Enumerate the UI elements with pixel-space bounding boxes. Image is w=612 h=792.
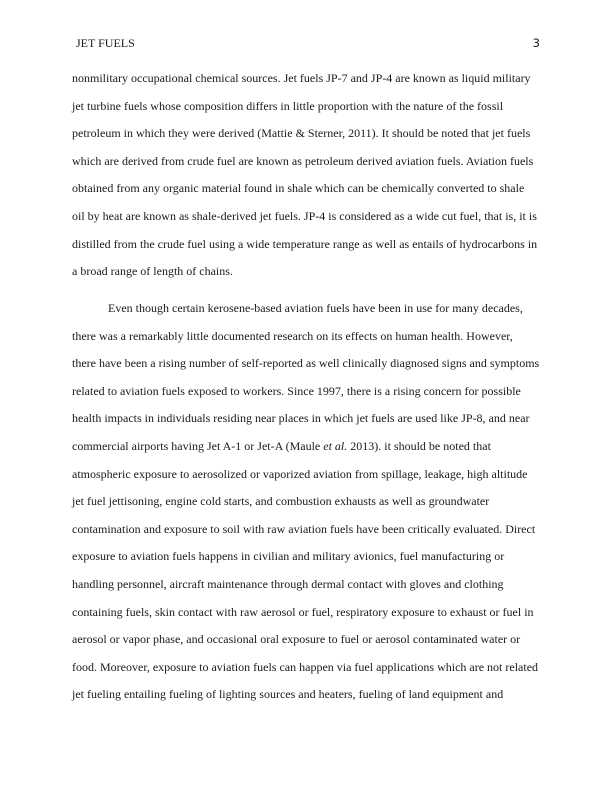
text-line: a broad range of length of chains. [72,264,233,279]
text-line: exposure to aviation fuels happens in civilian and military avionics, fuel manufacturing or [72,549,505,564]
text-line: obtained from any organic material found in shale which can be chemically converted to shale [72,181,525,196]
text-line: atmospheric exposure to aerosolized or vaporized aviation from spillage, leakage, high altitude [72,466,528,481]
text-line: there have been a rising number of self-reported as well clinically diagnosed signs and symptoms [72,356,540,371]
text-line [72,438,491,454]
text-segment: 2013). it should be noted that [347,439,491,453]
text-segment: commercial airports having Jet A-1 or Jet-A (Maule [72,439,324,453]
text-line: there was a remarkably little documented research on its effects on human health. However, [72,328,513,343]
page-number: 3 [532,36,540,50]
text-line: aerosol or vapor phase, and occasional oral exposure to fuel or aerosol contaminated water or [72,632,521,647]
text-line: handling personnel, aircraft maintenance through dermal contact with gloves and clothing [72,577,504,591]
running-head: JET FUELS [76,36,135,50]
text-line: containing fuels, skin contact with raw aerosol or fuel, respiratory exposure to exhaust or fuel in [72,604,534,619]
citation-et-al: et al. [323,439,348,453]
text-line: related to aviation fuels exposed to workers. Since 1997, there is a rising concern for possible [72,383,521,398]
text-line: health impacts in individuals residing near places in which jet fuels are used like JP-8, and near [72,411,530,426]
text-line: oil by heat are known as shale-derived jet fuels. JP-4 is considered as a wide cut fuel, that is, it is [72,209,537,223]
text-line: jet fueling entailing fueling of lighting sources and heaters, fueling of land equipment and [72,687,504,702]
text-line: Even though certain kerosene-based aviation fuels have been in use for many decades, [108,301,523,315]
text-line: jet fuel jettisoning, engine cold starts, and combustion exhausts as well as groundwater [72,494,490,509]
text-line: nonmilitary occupational chemical sources. Jet fuels JP-7 and JP-4 are known as liquid military [72,71,531,85]
text-line: jet turbine fuels whose composition differs in little proportion with the nature of the fossil [72,98,504,113]
text-line: which are derived from crude fuel are known as petroleum derived aviation fuels. Aviation fuels [72,153,534,168]
text-line: contamination and exposure to soil with raw aviation fuels have been critically evaluated. Direct [72,521,536,536]
text-line: food. Moreover, exposure to aviation fuels can happen via fuel applications which are not related [72,659,539,674]
text-line: petroleum in which they were derived (Mattie & Sterner, 2011). It should be noted that jet fuels [72,126,531,141]
text-line: distilled from the crude fuel using a wide temperature range as well as entails of hydrocarbons in [72,236,538,251]
